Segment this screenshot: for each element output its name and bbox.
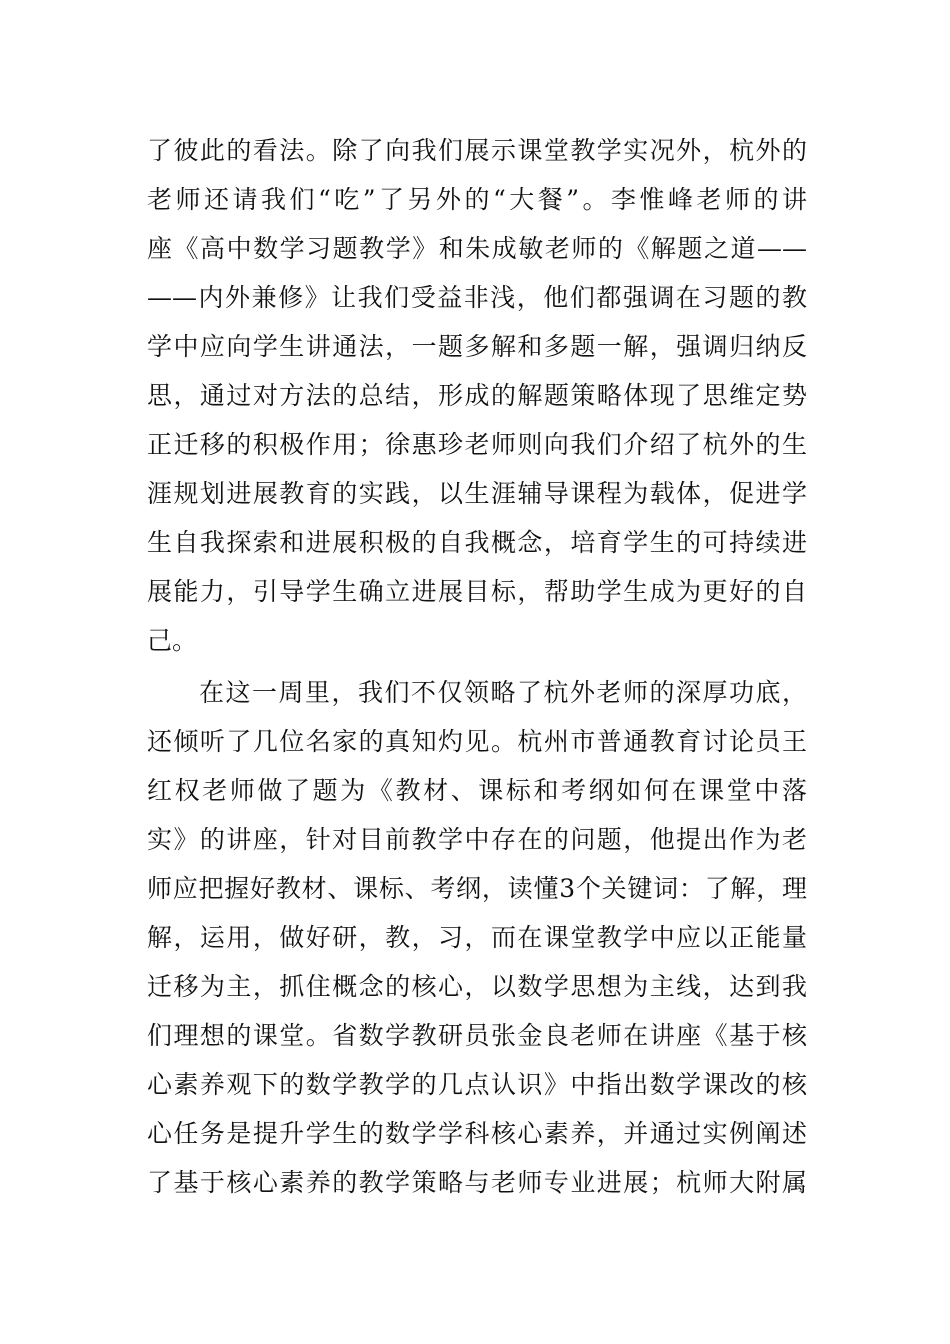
text-line: 们理想的课堂。省数学教研员张金良老师在讲座《基于核 [147,1021,807,1050]
text-line: 了彼此的看法。除了向我们展示课堂教学实况外，杭外的 [147,136,807,165]
text-line: 实》的讲座，针对目前教学中存在的问题，他提出作为老 [147,825,807,854]
text-line: 还倾听了几位名家的真知灼见。杭州市普通教育讨论员王 [147,727,807,756]
text-line: 生自我探索和进展积极的自我概念，培育学生的可持续进 [147,528,807,557]
text-line: 师应把握好教材、课标、考纲，读懂3个关键词：了解，理 [147,874,807,903]
text-line: 解，运用，做好研，教，习，而在课堂教学中应以正能量 [147,923,807,952]
text-line: 正迁移的积极作用；徐惠珍老师则向我们介绍了杭外的生 [147,430,807,459]
text-line: 心任务是提升学生的数学学科核心素养，并通过实例阐述 [147,1119,807,1148]
text-line: 红权老师做了题为《教材、课标和考纲如何在课堂中落 [147,776,807,805]
paragraph-end-line: 己。 [147,626,198,655]
text-line: 涯规划进展教育的实践，以生涯辅导课程为载体，促进学 [147,479,807,508]
paragraph-start-line: 在这一周里，我们不仅领略了杭外老师的深厚功底， [199,678,807,707]
text-line: 心素养观下的数学教学的几点认识》中指出数学课改的核 [147,1070,807,1099]
text-line: 老师还请我们“吃”了另外的“大餐”。李惟峰老师的讲 [147,185,807,214]
text-line: 了基于核心素养的教学策略与老师专业进展；杭师大附属 [147,1168,807,1197]
text-line: 思，通过对方法的总结，形成的解题策略体现了思维定势 [147,381,807,410]
text-line: 座《高中数学习题教学》和朱成敏老师的《解题之道—— [147,234,807,263]
text-line: 展能力，引导学生确立进展目标，帮助学生成为更好的自 [147,577,807,606]
text-line: 迁移为主，抓住概念的核心，以数学思想为主线，达到我 [147,972,807,1001]
text-line: ——内外兼修》让我们受益非浅，他们都强调在习题的教 [147,283,807,312]
text-line: 学中应向学生讲通法，一题多解和多题一解，强调归纳反 [147,332,807,361]
